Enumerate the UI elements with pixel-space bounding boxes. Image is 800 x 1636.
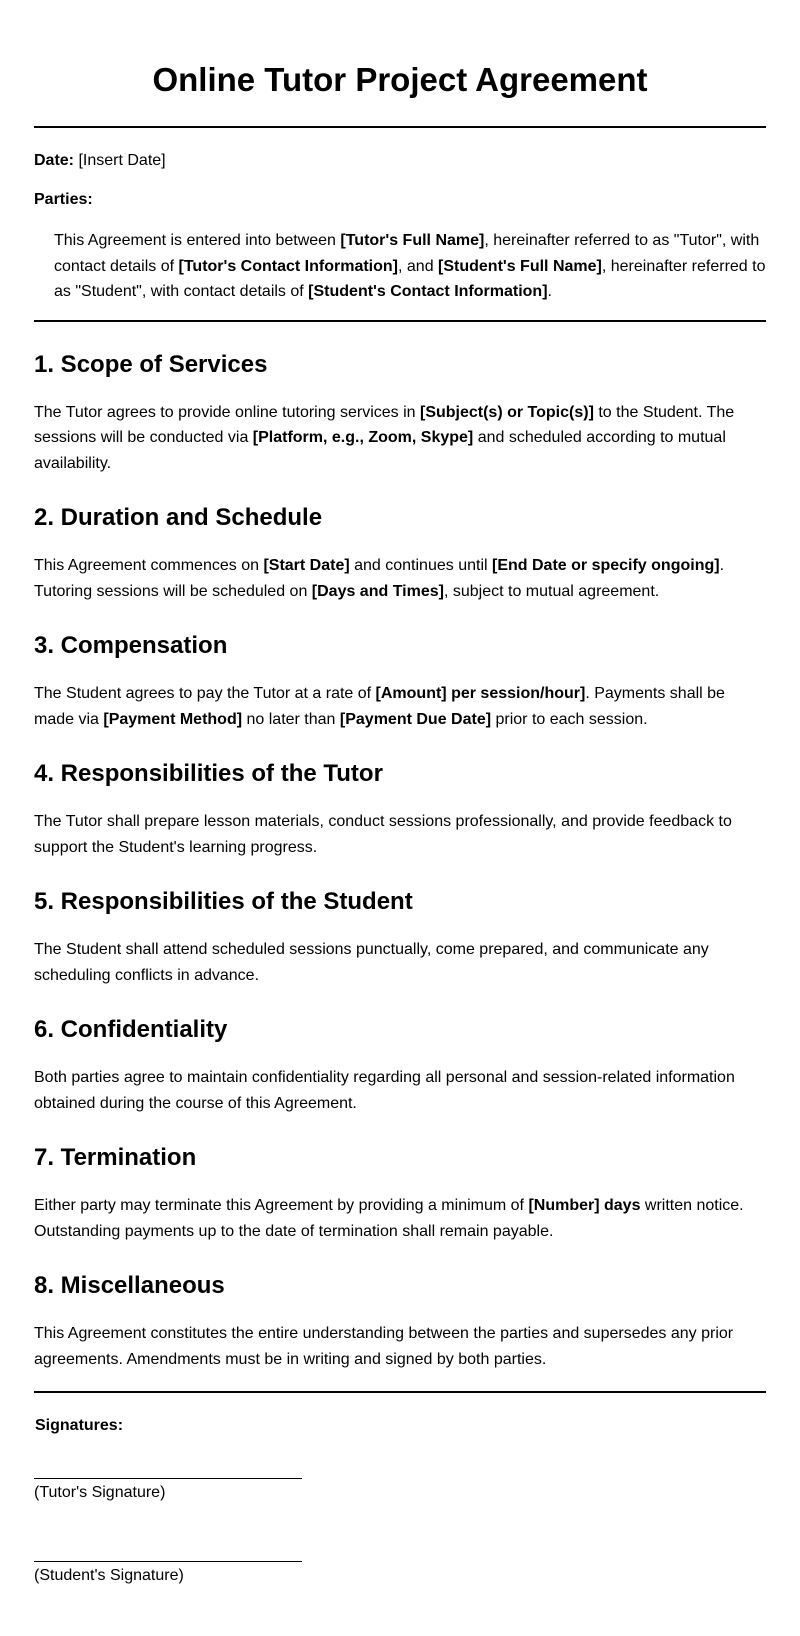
section-body: The Tutor shall prepare lesson materials, conduct sessions professionally, and provide feedback to support the Student's learning progress. bbox=[34, 813, 732, 856]
body-text: . Payments shall be made via bbox=[34, 685, 725, 728]
body-text: and scheduled according to mutual availability. bbox=[34, 429, 726, 472]
divider bbox=[34, 1391, 766, 1393]
document-title: Online Tutor Project Agreement bbox=[152, 61, 648, 98]
amount-placeholder: [Amount] per session/hour] bbox=[375, 685, 586, 702]
section-body: This Agreement constitutes the entire understanding between the parties and supersedes any prior agreements. Amendments must be in writing and signed by both parties. bbox=[34, 1325, 734, 1368]
payment-method-placeholder: [Payment Method] bbox=[103, 710, 243, 728]
student-contact-placeholder: [Student's Contact Information] bbox=[308, 283, 548, 300]
section-heading: 2. Duration and Schedule bbox=[34, 504, 323, 531]
end-date-placeholder: [End Date or specify ongoing] bbox=[492, 557, 720, 574]
section-heading: 4. Responsibilities of the Tutor bbox=[34, 760, 383, 787]
body-text: , subject to mutual agreement. bbox=[443, 582, 660, 600]
body-text: to the Student. The sessions will be conducted via bbox=[34, 403, 735, 446]
body-text: Either party may terminate this Agreement by providing a minimum of bbox=[34, 1197, 529, 1214]
parties-text: . bbox=[547, 283, 552, 300]
section-heading: 8. Miscellaneous bbox=[34, 1272, 225, 1299]
tutor-name-placeholder: [Tutor's Full Name] bbox=[340, 232, 485, 249]
section-heading: 7. Termination bbox=[34, 1144, 197, 1171]
section-termination bbox=[34, 1143, 766, 1244]
section-body bbox=[34, 681, 766, 732]
date-label: Date: bbox=[34, 152, 75, 169]
body-text: written notice. Outstanding payments up to the date of termination shall remain payable. bbox=[34, 1197, 744, 1240]
section-confidentiality bbox=[34, 1015, 766, 1116]
student-name-placeholder: [Student's Full Name] bbox=[438, 257, 602, 275]
body-text: no later than bbox=[242, 710, 340, 728]
section-scope-of-services bbox=[34, 350, 766, 477]
tutor-signature-label: (Tutor's Signature) bbox=[34, 1484, 166, 1501]
start-date-placeholder: [Start Date] bbox=[263, 557, 350, 574]
tutor-signature-block bbox=[34, 1457, 766, 1504]
section-student-responsibilities bbox=[34, 887, 766, 988]
parties-label bbox=[34, 189, 766, 211]
parties-text: This Agreement is entered into between bbox=[54, 232, 341, 249]
section-heading: 5. Responsibilities of the Student bbox=[34, 888, 413, 915]
body-text: The Student agrees to pay the Tutor at a rate of bbox=[34, 685, 376, 702]
section-body bbox=[34, 400, 766, 477]
tutor-contact-placeholder: [Tutor's Contact Information] bbox=[178, 257, 398, 275]
notice-days-placeholder: [Number] days bbox=[528, 1197, 641, 1214]
section-heading: 3. Compensation bbox=[34, 632, 228, 659]
section-tutor-responsibilities bbox=[34, 759, 766, 860]
platform-placeholder: [Platform, e.g., Zoom, Skype] bbox=[252, 429, 474, 446]
body-text: and continues until bbox=[349, 557, 492, 574]
student-signature-label: (Student's Signature) bbox=[34, 1567, 184, 1584]
date-line bbox=[34, 150, 766, 172]
body-text: The Tutor agrees to provide online tutoring services in bbox=[34, 403, 420, 421]
section-miscellaneous bbox=[34, 1271, 766, 1372]
body-text: This Agreement commences on bbox=[34, 557, 264, 574]
section-heading: 1. Scope of Services bbox=[34, 350, 268, 378]
divider bbox=[34, 126, 766, 128]
section-heading: 6. Confidentiality bbox=[34, 1016, 228, 1043]
parties-text: , and bbox=[398, 257, 439, 275]
divider bbox=[34, 320, 766, 322]
date-value: [Insert Date] bbox=[74, 152, 166, 169]
payment-due-date-placeholder: [Payment Due Date] bbox=[339, 710, 492, 728]
parties-heading: Parties: bbox=[34, 191, 93, 208]
body-text: prior to each session. bbox=[491, 710, 648, 728]
parties-text: , hereinafter referred to as "Student", with contact details of bbox=[54, 257, 766, 300]
student-signature-block bbox=[34, 1540, 766, 1587]
student-signature-line[interactable] bbox=[34, 1540, 302, 1562]
tutor-signature-line[interactable] bbox=[34, 1457, 302, 1479]
section-body bbox=[34, 553, 766, 604]
parties-paragraph bbox=[54, 228, 766, 305]
section-duration-and-schedule bbox=[34, 503, 766, 604]
subject-placeholder: [Subject(s) or Topic(s)] bbox=[419, 403, 594, 421]
signatures-heading: Signatures: bbox=[35, 1417, 124, 1434]
parties-text: , hereinafter referred to as "Tutor", with contact details of bbox=[54, 232, 760, 275]
section-body: The Student shall attend scheduled sessions punctually, come prepared, and communicate any scheduling conflicts in advance. bbox=[34, 941, 709, 984]
section-compensation bbox=[34, 631, 766, 732]
days-times-placeholder: [Days and Times] bbox=[311, 582, 444, 600]
body-text: . Tutoring sessions will be scheduled on bbox=[34, 557, 725, 600]
section-body: Both parties agree to maintain confidentiality regarding all personal and session-related information obtained during the course of this Agreement. bbox=[34, 1069, 735, 1112]
section-body bbox=[34, 1193, 766, 1244]
